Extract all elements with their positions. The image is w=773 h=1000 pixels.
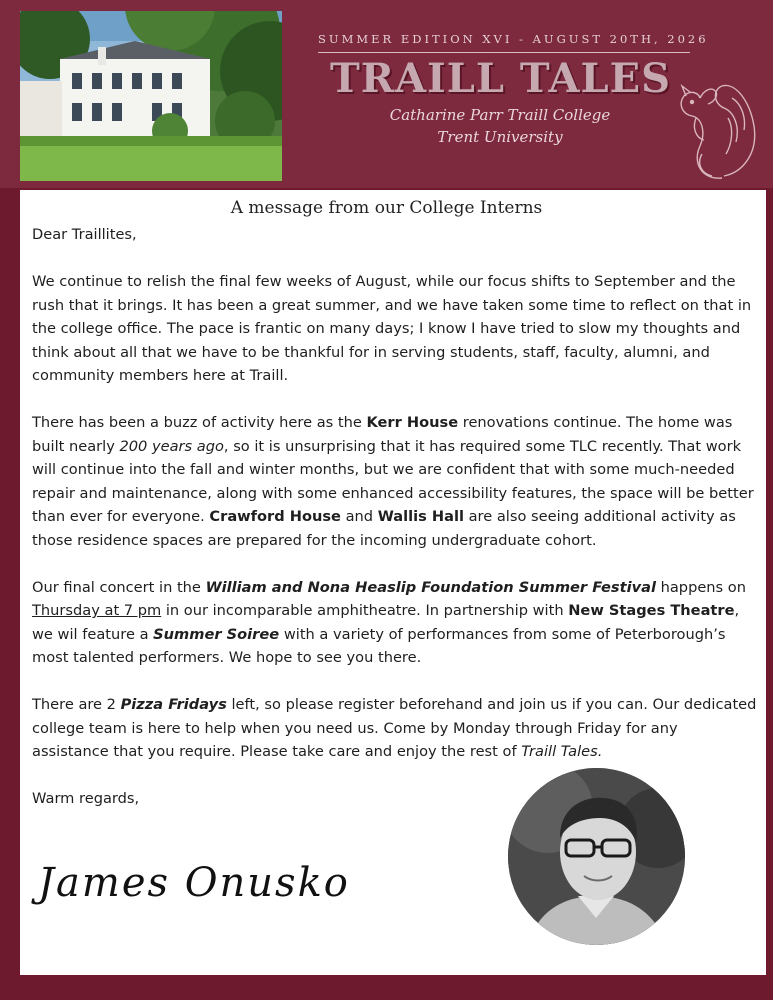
letter-greeting: Dear Traillites, (32, 226, 137, 243)
author-signature: James Onusko (38, 860, 350, 906)
college-house-photo (20, 11, 282, 181)
pizza-fridays: Pizza Fridays (120, 696, 227, 713)
college-name: Catharine Parr Traill College (389, 106, 611, 124)
concert-time: Thursday at 7 pm (32, 602, 162, 619)
letter-heading: A message from our College Interns (230, 198, 543, 218)
edition-line: SUMMER EDITION XVI - AUGUST 20TH, 2026 (318, 32, 709, 46)
letter-paragraph-2: There has been a buzz of activity here as the Kerr House renovations continue. The home was built nearly 200 years ago, so it is unsurprising that it has required some TLC recently. That work will continue into the fall and winter months, but we are confident that with some much-needed repair and maintenance, along with some enhanced accessibility features, the space will be better than ever for everyone. Crawford House and Wallis Hall are also seeing additional activity as those residence spaces are prepared for the incoming undergraduate cohort. (32, 414, 754, 549)
wallis-hall: Wallis Hall (377, 508, 464, 525)
letter-closing: Warm regards, (32, 790, 140, 807)
new-stages-theatre: New Stages Theatre (568, 602, 735, 619)
crawford-house: Crawford House (209, 508, 341, 525)
squirrel-icon (662, 68, 766, 186)
letter-card (20, 190, 766, 975)
building-age: 200 years ago (119, 437, 224, 455)
newsletter-header (0, 0, 773, 188)
newsletter-name-ref: Traill Tales. (521, 743, 603, 760)
letter-paragraph-1: We continue to relish the final few weeks of August, while our focus shifts to September and the rush that it brings. It has been a great summer, and we have taken some time to reflect on that in the college office. The pace is frantic on many days; I know I have tried to slow my thoughts and think about all that we have to be thankful for in serving students, staff, faculty, alumni, and community members here at Traill. (32, 273, 752, 384)
university-name: Trent University (437, 128, 563, 146)
summer-soiree: Summer Soiree (153, 625, 280, 643)
letter-body (32, 223, 758, 811)
header-divider (318, 52, 690, 53)
newsletter-title: TRAILL TALES (330, 55, 672, 102)
summer-festival-name: William and Nona Heaslip Foundation Summer Festival (205, 578, 656, 596)
letter-paragraph-3: Our final concert in the William and Nona Heaslip Foundation Summer Festival happens on Thursday at 7 pm in our incomparable amphitheatre. In partnership with New Stages Theatre, we wil feature a Summer Soiree with a variety of performances from some of Peterborough’s most talented performers. We hope to see you there. (32, 578, 746, 666)
author-portrait (508, 768, 685, 945)
letter-paragraph-4: There are 2 Pizza Fridays left, so please register beforehand and join us if you can. Our dedicated college team is here to help when you need us. Come by Monday through Friday for any assistance that you require. Please take care and enjoy the rest of Traill Tales. (32, 696, 757, 760)
kerr-house: Kerr House (366, 414, 459, 431)
